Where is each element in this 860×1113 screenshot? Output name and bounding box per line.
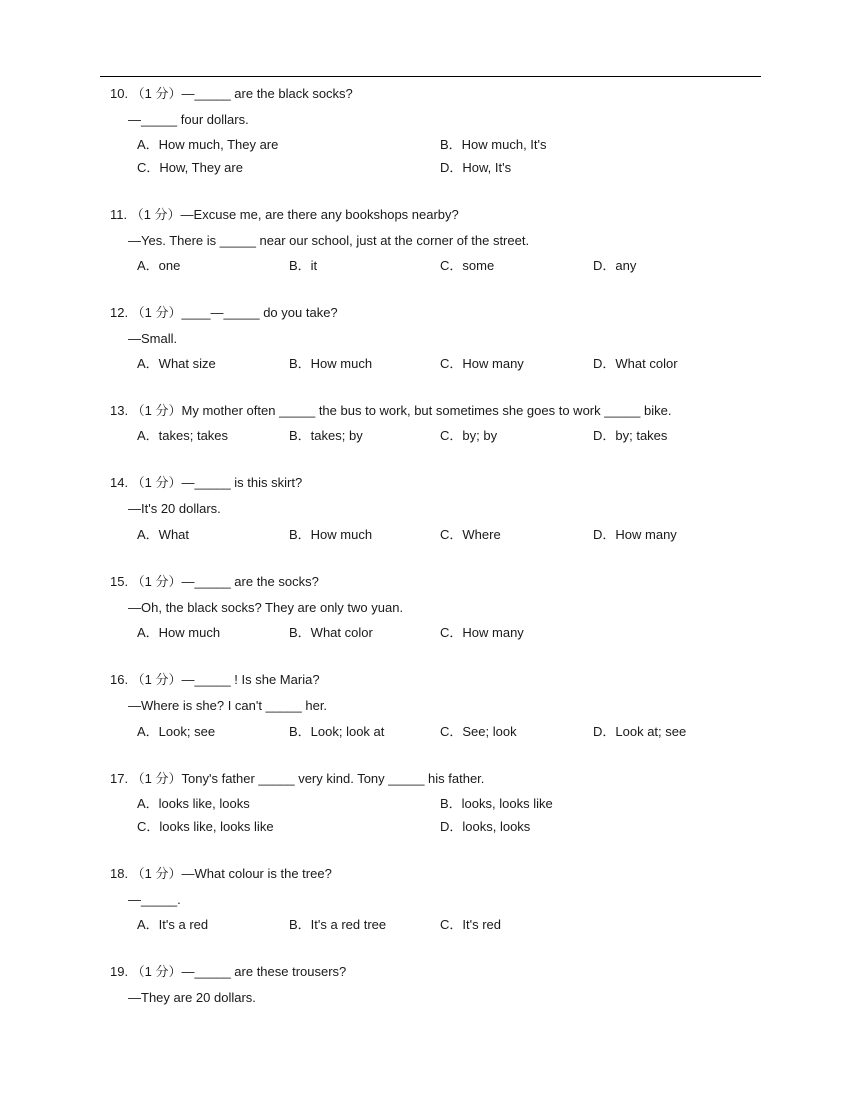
question-stem: 12. （1 分）____—_____ do you take? — [110, 305, 338, 320]
option-a: A．Look; see — [137, 724, 216, 739]
option-c: C．looks like, looks like — [137, 819, 274, 834]
option-a: A．takes; takes — [137, 428, 229, 443]
question-subline: —_____ four dollars. — [128, 112, 249, 127]
question-stem: 19. （1 分）—_____ are these trousers? — [110, 964, 347, 979]
option-c: C．How, They are — [137, 160, 243, 175]
question-subline: —Yes. There is _____ near our school, just at the corner of the street. — [128, 233, 530, 248]
question-stem: 11. （1 分）—Excuse me, are there any bookshops nearby? — [110, 207, 459, 222]
question-subline: —Where is she? I can't _____ her. — [128, 698, 328, 713]
option-a: A．What size — [137, 356, 216, 371]
question-stem: 16. （1 分）—_____ ! Is she Maria? — [110, 672, 320, 687]
option-b: B．Look; look at — [289, 724, 385, 739]
option-b: B．How much, It's — [440, 137, 547, 152]
question-subline: —_____. — [128, 892, 181, 907]
question-stem: 10. （1 分）—_____ are the black socks? — [110, 86, 353, 101]
option-d: D．How many — [593, 527, 677, 542]
option-b: B．How much — [289, 356, 373, 371]
option-a: A．How much — [137, 625, 221, 640]
question-stem: 18. （1 分）—What colour is the tree? — [110, 866, 332, 881]
option-d: D．by; takes — [593, 428, 668, 443]
option-d: D．Look at; see — [593, 724, 687, 739]
option-d: D．What color — [593, 356, 678, 371]
option-c: C．How many — [440, 625, 524, 640]
option-b: B．It's a red tree — [289, 917, 387, 932]
option-b: B．it — [289, 258, 318, 273]
option-c: C．Where — [440, 527, 501, 542]
option-b: B．How much — [289, 527, 373, 542]
option-c: C．by; by — [440, 428, 498, 443]
question-stem: 13. （1 分）My mother often _____ the bus to work, but sometimes she goes to work _____ bike. — [110, 403, 672, 418]
question-stem: 14. （1 分）—_____ is this skirt? — [110, 475, 303, 490]
option-d: D．any — [593, 258, 637, 273]
option-a: A．It's a red — [137, 917, 209, 932]
question-subline: —They are 20 dollars. — [128, 990, 256, 1005]
option-a: A．looks like, looks — [137, 796, 250, 811]
option-a: A．What — [137, 527, 190, 542]
question-subline: —Small. — [128, 331, 178, 346]
question-subline: —It's 20 dollars. — [128, 501, 221, 516]
option-b: B．looks, looks like — [440, 796, 553, 811]
option-a: A．one — [137, 258, 181, 273]
question-stem: 15. （1 分）—_____ are the socks? — [110, 574, 319, 589]
option-d: D．How, It's — [440, 160, 512, 175]
question-subline: —Oh, the black socks? They are only two yuan. — [128, 600, 404, 615]
option-c: C．some — [440, 258, 495, 273]
option-a: A．How much, They are — [137, 137, 279, 152]
option-c: C．How many — [440, 356, 524, 371]
option-c: C．See; look — [440, 724, 517, 739]
option-b: B．What color — [289, 625, 373, 640]
option-d: D．looks, looks — [440, 819, 531, 834]
header-rule — [100, 76, 761, 77]
question-stem: 17. （1 分）Tony's father _____ very kind. Tony _____ his father. — [110, 771, 485, 786]
option-c: C．It's red — [440, 917, 501, 932]
option-b: B．takes; by — [289, 428, 363, 443]
